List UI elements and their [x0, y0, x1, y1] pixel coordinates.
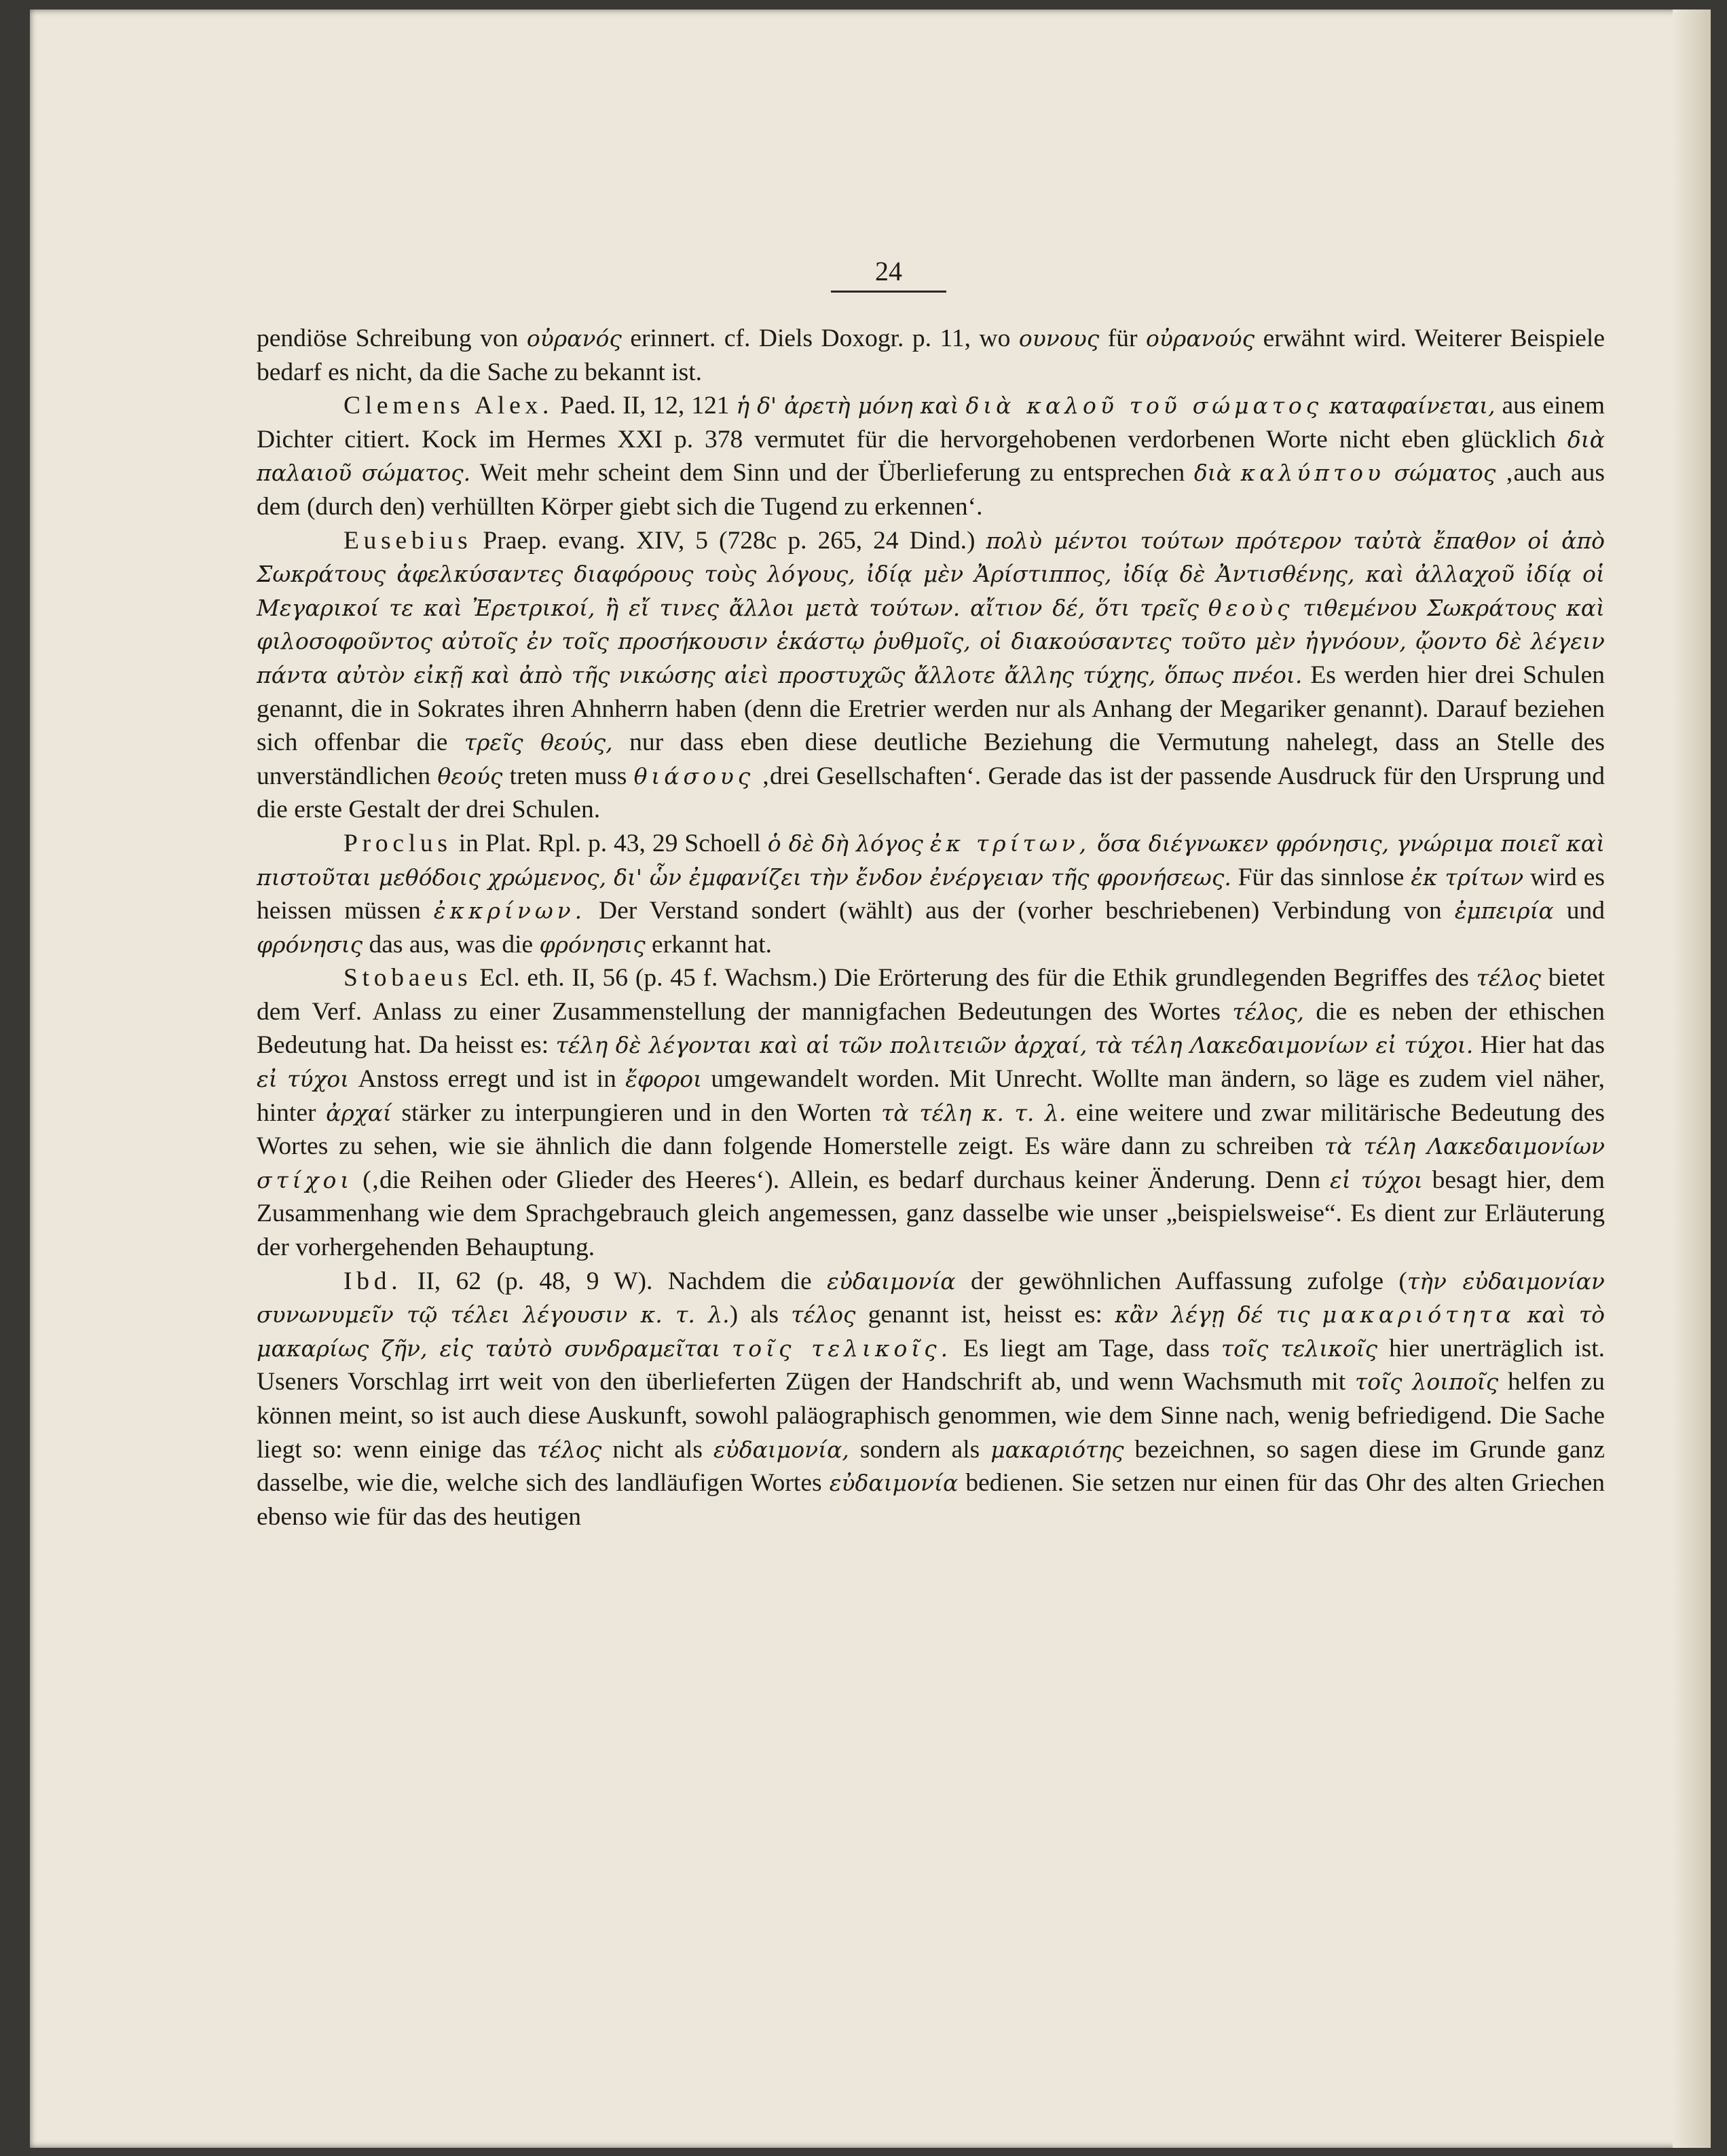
paragraph: [257, 322, 1605, 389]
greek-quote: ὁ δὲ δὴ λόγος: [767, 830, 923, 857]
author-name: Ibd.: [343, 1267, 403, 1295]
greek-quote: πολὺ μέντοι τούτων πρότερον ταὐτὰ ἔπαθον οἱ ἀπὸ Σωκράτους ἀφελκύσαντες διαφόρους τοὺς λόγους, ἰδίᾳ μὲν Ἀρίστιππος, ἰδίᾳ δὲ Ἀντισθένης, καὶ ἀλλαχοῦ ἰδίᾳ οἱ Μεγαρικοί τε καὶ Ἐρετρικοί, ἢ εἴ τινες ἄλλοι μετὰ τούτων. αἴτιον δέ, ὅτι τρεῖς: [257, 527, 1605, 621]
page-number: 24: [875, 256, 902, 286]
greek-quote: καταφαίνεται,: [1329, 392, 1496, 420]
greek-quote: σώματος: [1394, 460, 1496, 487]
greek-quote: τέλος: [537, 1436, 602, 1463]
greek-quote: θιάσους: [633, 762, 755, 789]
author-name: Eusebius: [343, 526, 472, 555]
greek-quote: ἐκκρίνων.: [433, 897, 587, 925]
greek-quote: διὰ καλοῦ τοῦ σώματος: [965, 392, 1323, 420]
text-run: nicht als: [601, 1435, 713, 1464]
text-run: erwähnt wird. Weiterer Beispiele bedarf es nicht, da die Sache zu bekannt ist.: [257, 324, 1605, 386]
text-run: ‚auch aus dem (durch den) verhüllten Körper giebt sich die Tugend zu erkennen‘.: [257, 459, 1605, 521]
greek-quote: θεούς: [437, 762, 503, 789]
text-run: Ecl. eth. II, 56 (p. 45 f. Wachsm.) Die Erörterung des für die Ethik grundlegenden Begriffes des: [472, 964, 1477, 992]
greek-quote: τοῖς τελικοῖς: [1221, 1335, 1378, 1362]
greek-quote: θεοὺς: [1208, 594, 1294, 621]
text-run: Es liegt am Tage, dass: [952, 1334, 1221, 1362]
greek-quote: εἰ τύχοι: [257, 1066, 350, 1093]
page-edge-shadow: [1673, 10, 1711, 2148]
text-run: II, 62 (p. 48, 9 W). Nachdem die: [402, 1267, 828, 1295]
greek-quote: ὅσα διέγνωκεν φρόνησις, γνώριμα ποιεῖ καὶ πιστοῦται μεθόδοις χρώμενος, δι' ὧν ἐμφανίζει τὴν ἔνδον ἐνέργειαν τῆς φρονήσεως.: [257, 830, 1605, 891]
text-run: hier unerträglich ist. Useners Vorschlag irrt weit von den überlieferten Zügen der Handschrift ab, und wenn Wachsmuth mit: [257, 1334, 1605, 1396]
text-run: Weit mehr scheint dem Sinn und der Überlieferung zu entsprechen: [470, 459, 1194, 487]
text-run: pendiöse Schreibung von: [257, 324, 527, 352]
text-run: [1231, 459, 1241, 487]
greek-quote: εὐδαιμονία,: [713, 1436, 849, 1463]
text-run: Paed. II, 12, 121: [553, 392, 737, 420]
text-run: [1310, 1301, 1322, 1328]
text-run: Praep. evang. XIV, 5 (728c p. 265, 24 Dind.): [472, 526, 986, 555]
text-run: umgewandelt worden. Mit Unrecht. Wollte man ändern, so läge es zudem viel näher, hinter: [257, 1065, 1605, 1127]
greek-quote: διὰ: [1193, 460, 1231, 487]
text-run: erkannt hat.: [645, 930, 773, 959]
paragraph: [257, 827, 1605, 961]
text-run: bezeichnen, so sagen diese im Grunde ganz dasselbe, wie die, welche sich des landläufigen Wortes: [257, 1435, 1605, 1498]
paragraph: [257, 389, 1605, 523]
paragraph: [257, 1265, 1605, 1534]
greek-quote: τέλος: [791, 1301, 856, 1328]
text-run: und: [1553, 897, 1605, 925]
text-run: [1322, 392, 1329, 420]
text-run: [1199, 594, 1208, 622]
greek-quote: τὰ τέλη Λακεδαιμονίων: [1324, 1133, 1605, 1160]
text-run: erinnert. cf. Diels Doxogr. p. 11, wo: [621, 324, 1019, 352]
text-run: Anstoss erregt und ist in: [349, 1065, 626, 1094]
greek-quote: μακαριότης: [990, 1436, 1124, 1463]
greek-quote: καὶ τὸ μακαρίως ζῆν, εἰς ταὐτὸ συνδραμεῖται: [257, 1301, 1605, 1362]
body-text: [257, 322, 1605, 2039]
greek-quote: τρεῖς θεούς,: [464, 729, 613, 756]
greek-quote: εὐδαιμονία: [827, 1267, 956, 1295]
text-run: ) als: [729, 1301, 792, 1329]
greek-quote: φρόνησις: [257, 931, 363, 958]
greek-quote: μακαριότητα: [1322, 1301, 1515, 1328]
greek-quote: τοῖς τελικοῖς.: [732, 1335, 952, 1362]
text-run: Der Verstand sondert (wählt) aus der (vorher beschriebenen) Verbindung von: [586, 897, 1455, 925]
text-run: [959, 392, 966, 420]
greek-quote: καλύπτου: [1240, 460, 1385, 487]
greek-quote: εἰ τύχοι: [1329, 1166, 1423, 1193]
greek-quote: ουνους: [1018, 325, 1100, 352]
text-run: [1090, 830, 1097, 857]
greek-quote: ἡ δ' ἀρετὴ μόνη καὶ: [736, 392, 959, 420]
text-run: helfen zu können meint, so ist auch diese Auskunft, sowohl paläographisch genommen, wie dem Sinne nach, wenig befriedigend. Die Sache liegt so: wenn einige das: [257, 1368, 1605, 1464]
text-run: bietet dem Verf. Anlass zu einer Zusammenstellung der mannigfachen Bedeutungen des Wortes: [257, 964, 1605, 1026]
author-name: Clemens Alex.: [343, 392, 554, 420]
book-page: [30, 10, 1711, 2148]
text-run: (‚die Reihen oder Glieder des Heeres‘). Allein, es bedarf durchaus keiner Änderung. Denn: [353, 1166, 1330, 1194]
greek-quote: ἐμπειρία: [1454, 897, 1554, 925]
text-run: wird es heissen müssen: [257, 863, 1605, 925]
greek-quote: τὴν εὐδαιμονίαν συνωνυμεῖν τῷ τέλει λέγουσιν κ. τ. λ.: [257, 1267, 1605, 1328]
greek-quote: φρόνησις: [539, 931, 646, 958]
text-run: die es neben der ethischen Bedeutung hat. Da heisst es:: [257, 997, 1605, 1060]
text-run: ‚drei Gesellschaften‘. Gerade das ist der passende Ausdruck für den Ursprung und die erste Gestalt der drei Schulen.: [257, 762, 1605, 824]
text-run: aus einem Dichter citiert. Kock im Hermes XXI p. 378 vermutet für die hervorgehobenen verdorbenen Worte nicht eben glücklich: [257, 392, 1605, 453]
text-run: nur dass eben diese deutliche Beziehung die Vermutung nahelegt, dass an Stelle des unverständlichen: [257, 728, 1605, 790]
greek-quote: ἐκ τρίτων: [1411, 863, 1524, 891]
greek-quote: στίχοι: [257, 1166, 354, 1193]
greek-quote: τοῖς λοιποῖς: [1354, 1369, 1499, 1396]
text-run: [1515, 1301, 1527, 1328]
greek-quote: εὐδαιμονία: [829, 1470, 959, 1497]
paragraph: [257, 961, 1605, 1264]
greek-quote: ἀρχαί: [326, 1099, 392, 1126]
greek-quote: οὐρανός: [526, 325, 622, 352]
text-run: [1385, 459, 1394, 487]
text-run: treten muss: [502, 762, 634, 790]
greek-quote: τέλη δὲ λέγονται καὶ αἱ τῶν πολιτειῶν ἀρχαί, τὰ τέλη Λακεδαιμονίων εἰ τύχοι.: [555, 1032, 1474, 1059]
text-run: Für das sinnlose: [1231, 863, 1411, 891]
text-run: Hier hat das: [1473, 1031, 1605, 1060]
text-run: [1293, 594, 1303, 622]
text-run: eine weitere und zwar militärische Bedeutung des Wortes zu sehen, wie sie ähnlich die dann folgende Homerstelle zeigt. Es wäre dann zu schreiben: [257, 1098, 1605, 1161]
greek-quote: οὐρανούς: [1146, 325, 1255, 352]
greek-quote: διὰ παλαιοῦ σώματος.: [257, 426, 1605, 487]
text-run: genannt ist, heisst es:: [855, 1301, 1115, 1329]
text-run: in Plat. Rpl. p. 43, 29 Schoell: [451, 829, 768, 857]
text-run: [923, 830, 930, 857]
greek-quote: τέλος,: [1232, 998, 1305, 1025]
page-header: [30, 254, 1711, 301]
greek-quote: τιθεμένου Σωκράτους καὶ φιλοσοφοῦντος αὐτοῖς ἐν τοῖς προσήκουσιν ἑκάστῳ ῥυθμοῖς, οἱ διακούσαντες τοῦτο μὲν ἠγνόουν, ᾤοντο δὲ λέγειν πάντα αὐτὸν εἰκῇ καὶ ἀπὸ τῆς νικώσης αἰεὶ προστυχῶς ἄλλοτε ἄλλης τύχης, ὅπως πνέοι.: [257, 594, 1605, 688]
text-run: besagt hier, dem Zusammenhang wie dem Sprachgebrauch gleich angemessen, ganz dasselbe wie unser „beispielsweise“. Es dient zur Erläuterung der vorhergehenden Behauptung.: [257, 1166, 1605, 1262]
author-name: Stobaeus: [343, 964, 472, 992]
greek-quote: τὰ τέλη κ. τ. λ.: [881, 1099, 1066, 1126]
text-run: für: [1099, 324, 1146, 352]
greek-quote: ἔφοροι: [625, 1066, 703, 1093]
text-run: [720, 1335, 732, 1362]
text-run: Es werden hier drei Schulen genannt, die in Sokrates ihren Ahnherrn haben (denn die Eretrier werden nur als Anhang der Megariker genannt). Darauf beziehen sich offenbar die: [257, 661, 1605, 757]
greek-quote: τέλος: [1476, 965, 1541, 992]
header-rule: [831, 291, 946, 293]
paragraph: [257, 524, 1605, 827]
greek-quote: κἂν λέγῃ δέ τις: [1115, 1301, 1310, 1328]
text-run: bedienen. Sie setzen nur einen für das Ohr des alten Griechen ebenso wie für das des heutigen: [257, 1469, 1605, 1531]
greek-quote: ἐκ τρίτων,: [929, 830, 1091, 857]
text-run: der gewöhnlichen Auffassung zufolge (: [955, 1267, 1407, 1295]
text-run: das aus, was die: [363, 930, 540, 959]
text-run: sondern als: [849, 1435, 991, 1464]
text-run: stärker zu interpungieren und in den Worten: [391, 1098, 882, 1127]
author-name: Proclus: [343, 829, 452, 857]
